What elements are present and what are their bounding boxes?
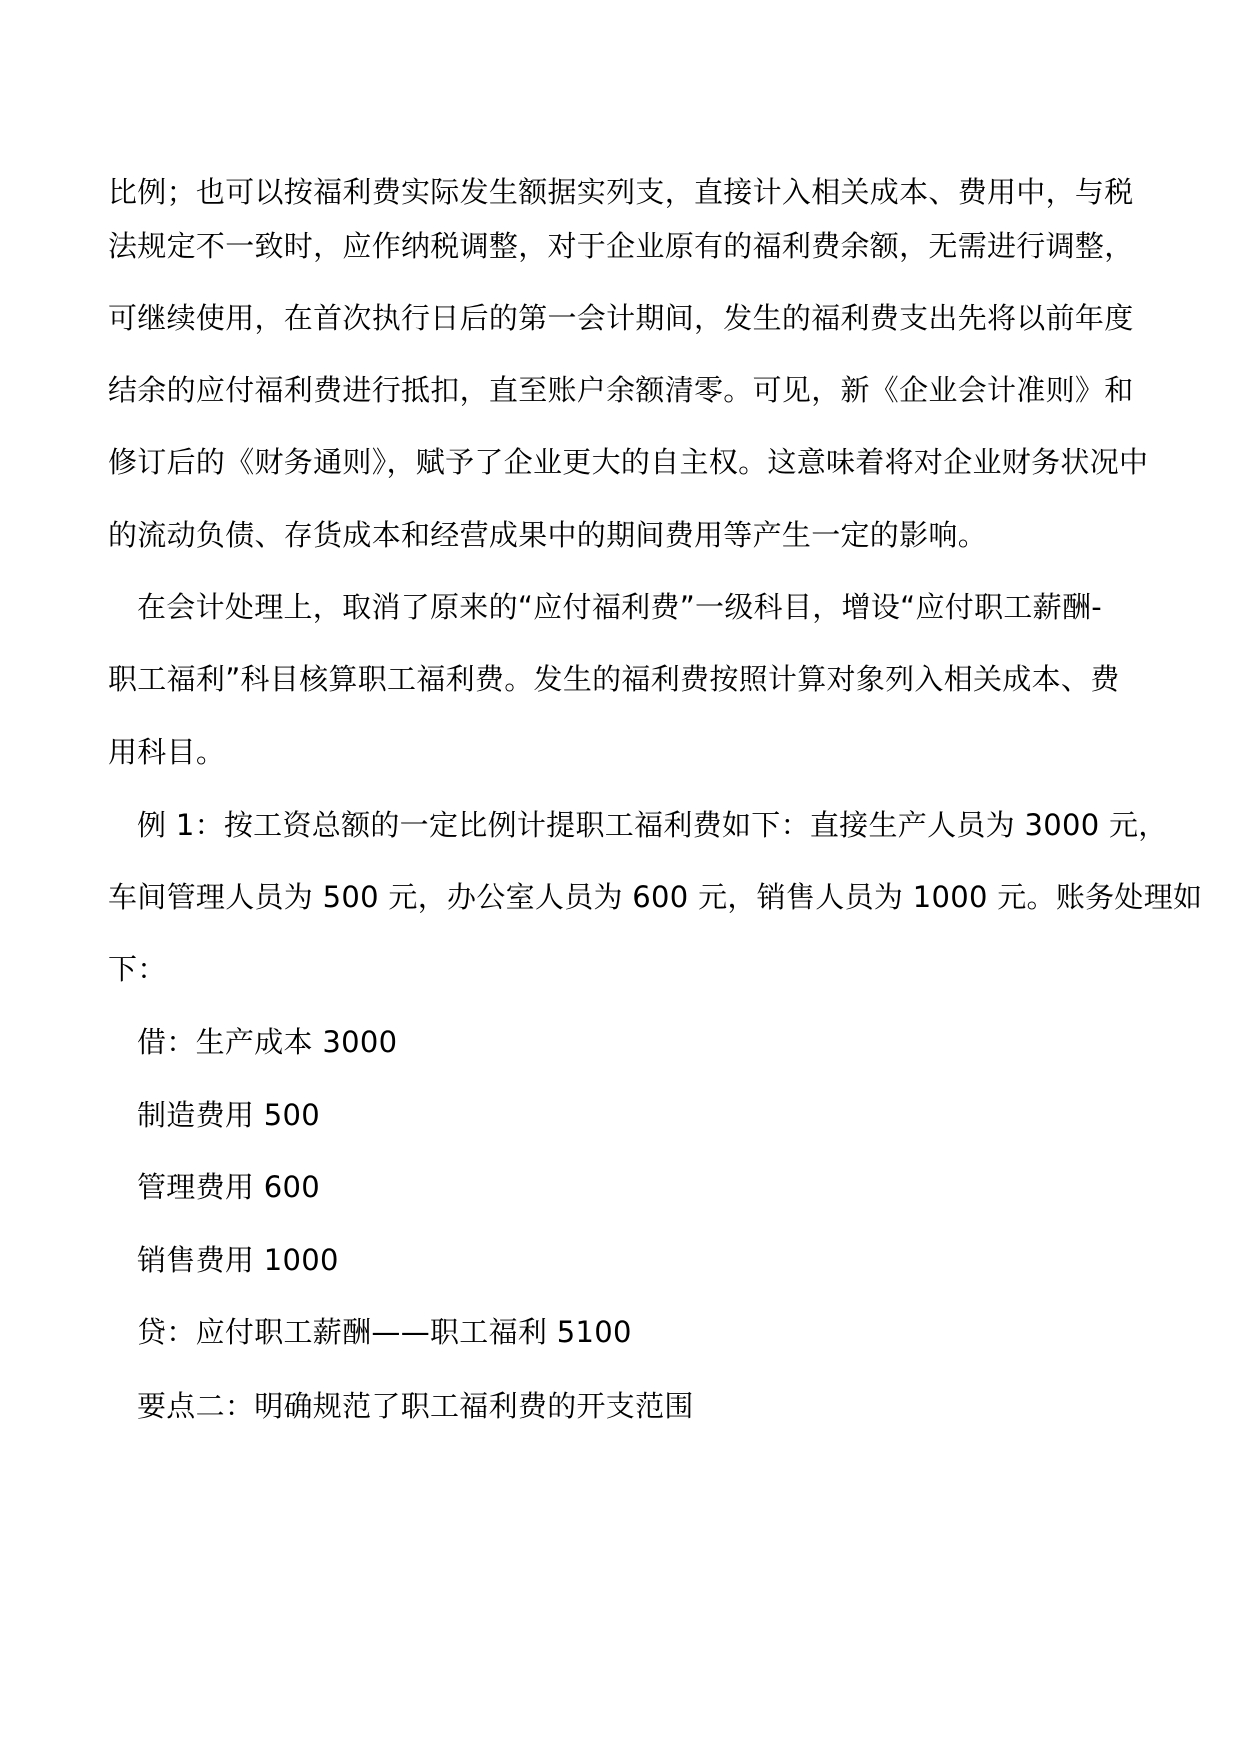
paragraph-line: 例 1：按工资总额的一定比例计提职工福利费如下：直接生产人员为 3000 元， bbox=[137, 808, 1168, 842]
paragraph-line: 修订后的《财务通则》，赋予了企业更大的自主权。这意味着将对企业财务状况中 bbox=[108, 445, 1149, 479]
paragraph-line: 的流动负债、存货成本和经营成果中的期间费用等产生一定的影响。 bbox=[108, 518, 988, 552]
journal-entry-line: 借：生产成本 3000 bbox=[137, 1025, 398, 1059]
paragraph-line: 职工福利”科目核算职工福利费。发生的福利费按照计算对象列入相关成本、费 bbox=[108, 662, 1120, 696]
paragraph-line: 下： bbox=[108, 952, 167, 986]
journal-entry-line: 管理费用 600 bbox=[137, 1170, 320, 1204]
paragraph-line: 比例；也可以按福利费实际发生额据实列支，直接计入相关成本、费用中，与税 bbox=[108, 175, 1134, 209]
journal-entry-line: 贷：应付职工薪酬——职工福利 5100 bbox=[137, 1315, 632, 1349]
paragraph-line: 法规定不一致时，应作纳税调整，对于企业原有的福利费余额，无需进行调整， bbox=[108, 229, 1134, 263]
journal-entry-line: 销售费用 1000 bbox=[137, 1243, 339, 1277]
paragraph-line: 车间管理人员为 500 元，办公室人员为 600 元，销售人员为 1000 元。账务处理如 bbox=[108, 880, 1203, 914]
journal-entry-line: 制造费用 500 bbox=[137, 1098, 320, 1132]
section-heading: 要点二：明确规范了职工福利费的开支范围 bbox=[137, 1389, 694, 1423]
paragraph-line: 在会计处理上，取消了原来的“应付福利费”一级科目，增设“应付职工薪酬- bbox=[137, 590, 1103, 624]
paragraph-line: 结余的应付福利费进行抵扣，直至账户余额清零。可见，新《企业会计准则》和 bbox=[108, 373, 1134, 407]
paragraph-line: 可继续使用，在首次执行日后的第一会计期间，发生的福利费支出先将以前年度 bbox=[108, 301, 1134, 335]
paragraph-line: 用科目。 bbox=[108, 735, 226, 769]
